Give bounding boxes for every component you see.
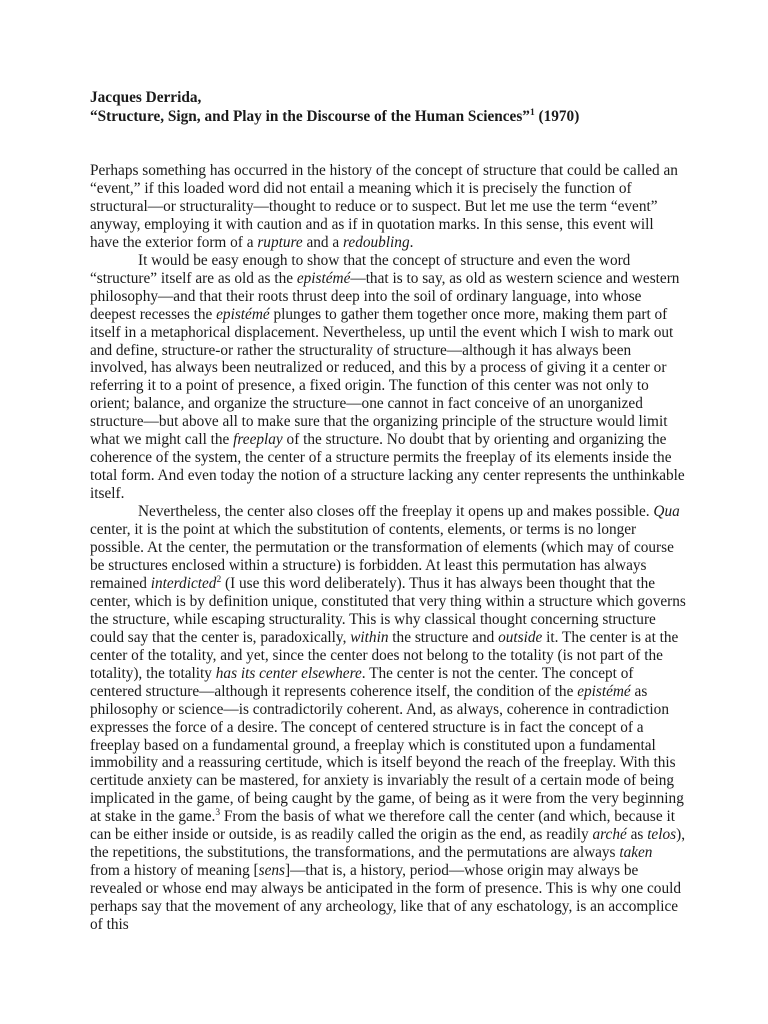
text-run: (I use this word deliberately). Thus it has always been thought that the center, which is by definition unique, constituted that very thing within a structure which governs the structure, while escaping structurality. This is why classical thought concerning structure could say that the center is, paradoxically, — [90, 574, 686, 646]
document-page — [90, 88, 686, 934]
italic-term: rupture — [257, 233, 303, 251]
italic-term: taken — [619, 844, 653, 862]
text-run: as philosophy or science—is contradictorily coherent. And, as always, coherence in contradiction expresses the force of a desire. The concept of centered structure is in fact the concept of a freeplay based on a fundamental ground, a freeplay which is constituted upon a fundamental immobility and a reassuring certitude, which is itself beyond the reach of the freeplay. With this certitude anxiety can be mastered, for anxiety is invariably the result of a certain mode of being implicated in the game, of being caught by the game, of being as it were from the very beginning at stake in the game. — [90, 682, 684, 826]
italic-term: epistémé — [216, 305, 270, 323]
text-run: the structure and — [388, 628, 499, 646]
text-run: . — [409, 233, 414, 251]
text-run: plunges to gather them together once more, making them part of itself in a metaphorical displacement. Nevertheless, up until the event which I wish to mark out and define, structure-or rather the structurality of structure—although it has always been involved, has always been neutralized or reduced, and this by a process of giving it a center or referring it to a point of presence, a fixed origin. The function of this center was not only to orient; balance, and organize the structure—one cannot in fact conceive of an unorganized structure—but above all to make sure that the organizing principle of the structure would limit what we might call the — [90, 305, 674, 449]
text-run: From the basis of what we therefore call the center (and which, because it can be either inside or outside, is as readily called the origin as the end, as readily — [90, 808, 675, 844]
italic-term: freeplay — [233, 431, 283, 449]
italic-term: outside — [498, 628, 543, 646]
text-run: center, it is the point at which the substitution of contents, elements, or terms is no longer possible. At the center, the permutation or the transformation of elements (which may of course be structures enclosed within a structure) is forbidden. At least this permutation has always remained — [90, 521, 674, 592]
italic-term: arché — [592, 826, 627, 844]
title-line — [90, 107, 686, 126]
text-run: of the structure. No doubt that by orienting and organizing the coherence of the system, the center of a structure permits the freeplay of its elements inside the total form. And even today the notion of a structure lacking any center represents the unthinkable itself. — [90, 431, 685, 503]
document-header — [90, 88, 686, 126]
italic-term: Qua — [653, 503, 680, 521]
text-run: Nevertheless, the center also closes off the freeplay it opens up and makes possible. — [138, 503, 654, 521]
author-line: Jacques Derrida, — [90, 89, 202, 106]
footnote-marker-2: 2 — [216, 574, 222, 585]
text-run: It would be easy enough to show that the concept of structure and even the word “structure” itself are as old as the — [90, 251, 631, 287]
text-run: from a history of meaning [ — [90, 862, 259, 880]
text-run: it. The center is at the center of the totality, and yet, since the center does not belong to the totality (is not part of the totality), the totality — [90, 628, 679, 682]
text-run: ), the repetitions, the substitutions, the transformations, and the permutations are always — [90, 826, 686, 862]
text-run: ]—that is, a history, period—whose origin may always be revealed or whose end may always be anticipated in the form of presence. This is why one could perhaps say that the movement of any archeology, like that of any eschatology, is an accomplice of this — [90, 862, 682, 934]
paragraph-1 — [90, 162, 686, 252]
italic-term: within — [350, 628, 389, 646]
italic-term: telos — [647, 826, 677, 844]
text-run: as — [626, 826, 648, 844]
italic-term: sens — [258, 862, 286, 880]
italic-term: has its center elsewhere — [215, 664, 362, 682]
italic-term: redoubling — [343, 233, 410, 251]
title-text: “Structure, Sign, and Play in the Discourse of the Human Sciences” — [90, 108, 530, 125]
publication-year: (1970) — [534, 108, 580, 125]
italic-term: epistémé — [296, 269, 351, 287]
text-run: Perhaps something has occurred in the history of the concept of structure that could be called an “event,” if this loaded word did not entail a meaning which it is precisely the function of structural—or structurality—thought to reduce or to suspect. But let me use the term “event” anyway, employing it with caution and as if in quotation marks. In this sense, this event will have the exterior form of a — [90, 162, 678, 251]
paragraph-2 — [90, 252, 686, 503]
footnote-marker-3: 3 — [215, 808, 221, 819]
italic-term: interdicted — [150, 574, 217, 592]
text-run: . The center is not the center. The concept of centered structure—although it represents coherence itself, the condition of the — [90, 664, 634, 700]
italic-term: epistémé — [577, 682, 631, 700]
text-run: and a — [302, 233, 344, 251]
footnote-marker-1: 1 — [529, 108, 535, 118]
text-run: —that is to say, as old as western science and western philosophy—and that their roots thrust deep into the soil of ordinary language, into whose deepest recesses the — [90, 269, 680, 323]
paragraph-3 — [90, 503, 686, 934]
